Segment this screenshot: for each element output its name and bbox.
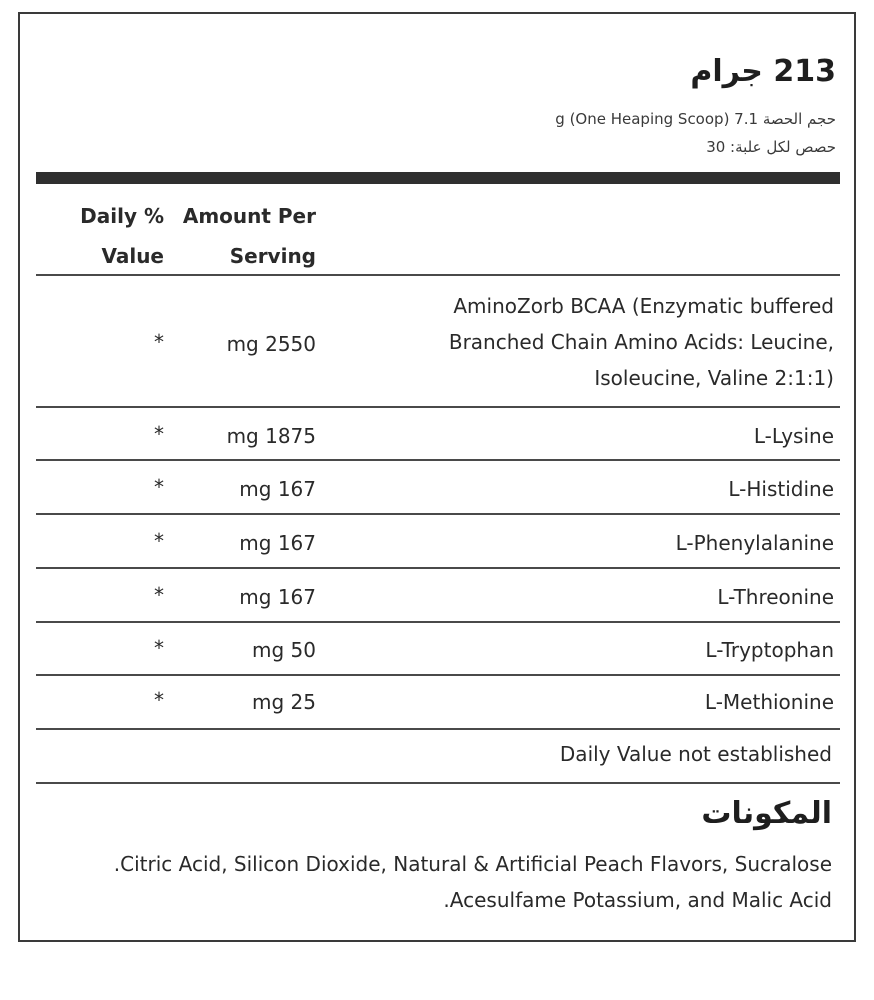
row-daily-value: * — [154, 422, 164, 446]
header-divider — [36, 274, 840, 276]
row-divider — [36, 406, 840, 408]
row-amount: mg 50 — [252, 638, 316, 662]
row-daily-value: * — [154, 583, 164, 607]
daily-value-footnote: Daily Value not established — [559, 742, 832, 766]
row-amount: mg 167 — [239, 585, 316, 609]
container-weight: 213 جرام — [690, 54, 836, 89]
row-ingredient-name: L-Lysine — [753, 424, 834, 448]
row-daily-value: * — [154, 688, 164, 712]
ingredients-title: المكونات — [701, 796, 832, 831]
thick-divider — [36, 172, 840, 184]
row-amount: mg 167 — [239, 531, 316, 555]
supplement-facts-label — [18, 12, 856, 942]
ingredients-list: .Citric Acid, Silicon Dioxide, Natural & Artificial Peach Flavors, Sucralose .Acesulfame Potassium, and Malic Acid — [113, 852, 832, 912]
row-amount: mg 1875 — [226, 424, 316, 448]
row-divider — [36, 728, 840, 730]
row-daily-value: * — [154, 330, 164, 354]
row-amount: mg 167 — [239, 477, 316, 501]
row-amount: mg 2550 — [226, 332, 316, 356]
footnote-divider — [36, 782, 840, 784]
row-daily-value: * — [154, 475, 164, 499]
row-ingredient-name: L-Tryptophan — [705, 638, 834, 662]
row-divider — [36, 674, 840, 676]
serving-size: g (One Heaping Scoop) 7.1 حجم الحصة — [555, 110, 836, 128]
row-ingredient-name: AminoZorb BCAA (Enzymatic buffered Branched Chain Amino Acids: Leucine, Isoleucine, Valine 2:1:1) — [448, 294, 834, 390]
row-divider — [36, 621, 840, 623]
row-ingredient-name: L-Methionine — [704, 690, 834, 714]
row-daily-value: * — [154, 636, 164, 660]
daily-value-header: Daily % Value — [80, 204, 164, 268]
row-ingredient-name: L-Histidine — [728, 477, 834, 501]
row-divider — [36, 513, 840, 515]
row-divider — [36, 459, 840, 461]
row-divider — [36, 567, 840, 569]
row-daily-value: * — [154, 529, 164, 553]
row-amount: mg 25 — [252, 690, 316, 714]
row-ingredient-name: L-Phenylalanine — [675, 531, 834, 555]
amount-per-serving-header: Amount Per Serving — [182, 204, 316, 268]
servings-per-container: حصص لكل علبة: 30 — [706, 138, 836, 156]
row-ingredient-name: L-Threonine — [717, 585, 834, 609]
